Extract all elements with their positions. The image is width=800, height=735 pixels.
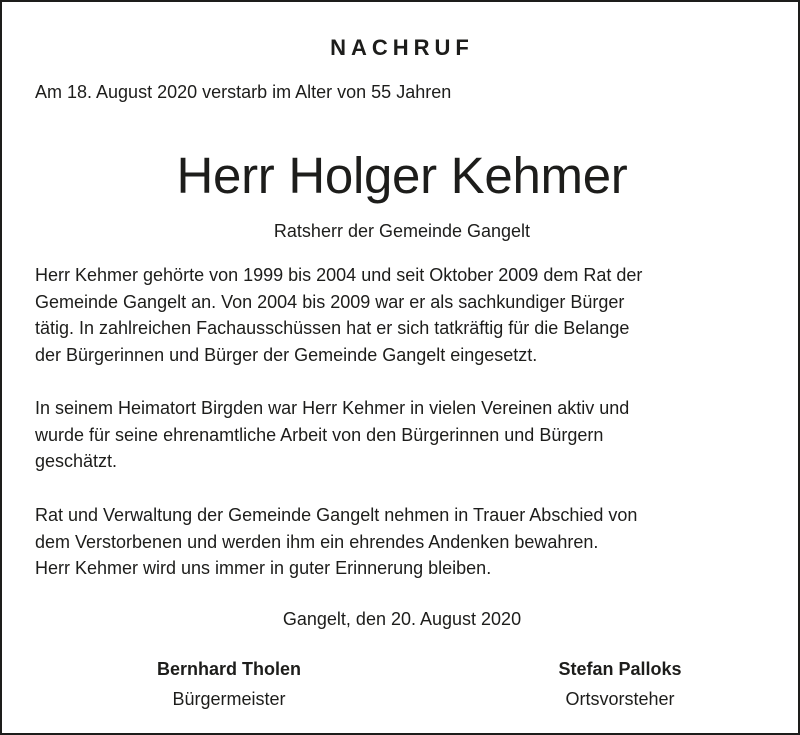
paragraph-hometown	[35, 395, 775, 475]
signer-role: Ortsvorsteher	[565, 689, 675, 709]
signer-mayor	[129, 654, 329, 714]
paragraph-line: Herr Kehmer wird uns immer in guter Erinnerung bleiben.	[35, 558, 492, 578]
signer-role: Bürgermeister	[172, 689, 286, 709]
deceased-name: Herr Holger Kehmer	[176, 147, 628, 204]
paragraph-line: Gemeinde Gangelt an. Von 2004 bis 2009 war er als sachkundiger Bürger	[35, 291, 625, 312]
signer-name: Bernhard Tholen	[156, 659, 301, 679]
paragraph-line: wurde für seine ehrenamtliche Arbeit von den Bürgerinnen und Bürgern	[35, 424, 604, 445]
paragraph-line: dem Verstorbenen und werden ihm ein ehrendes Andenken bewahren.	[35, 531, 599, 552]
paragraph-line: tätig. In zahlreichen Fachausschüssen hat er sich tatkräftig für die Belange	[35, 318, 630, 338]
notice-heading: NACHRUF	[330, 35, 474, 60]
paragraph-line: In seinem Heimatort Birgden war Herr Kehmer in vielen Vereinen aktiv und	[35, 398, 630, 418]
paragraph-line: der Bürgerinnen und Bürger der Gemeinde Gangelt eingesetzt.	[35, 344, 538, 365]
deceased-title: Ratsherr der Gemeinde Gangelt	[273, 221, 531, 241]
place-and-date: Gangelt, den 20. August 2020	[282, 609, 522, 629]
paragraph-line: Rat und Verwaltung der Gemeinde Gangelt nehmen in Trauer Abschied von	[35, 505, 638, 525]
death-announcement: Am 18. August 2020 verstarb im Alter von 55 Jahren	[35, 82, 452, 102]
signer-name: Stefan Palloks	[558, 659, 682, 679]
signer-district-head	[515, 654, 725, 714]
paragraph-line: Herr Kehmer gehörte von 1999 bis 2004 und seit Oktober 2009 dem Rat der	[35, 265, 643, 285]
paragraph-line: geschätzt.	[35, 451, 118, 471]
paragraph-farewell	[35, 502, 775, 582]
paragraph-council-service	[35, 262, 775, 368]
